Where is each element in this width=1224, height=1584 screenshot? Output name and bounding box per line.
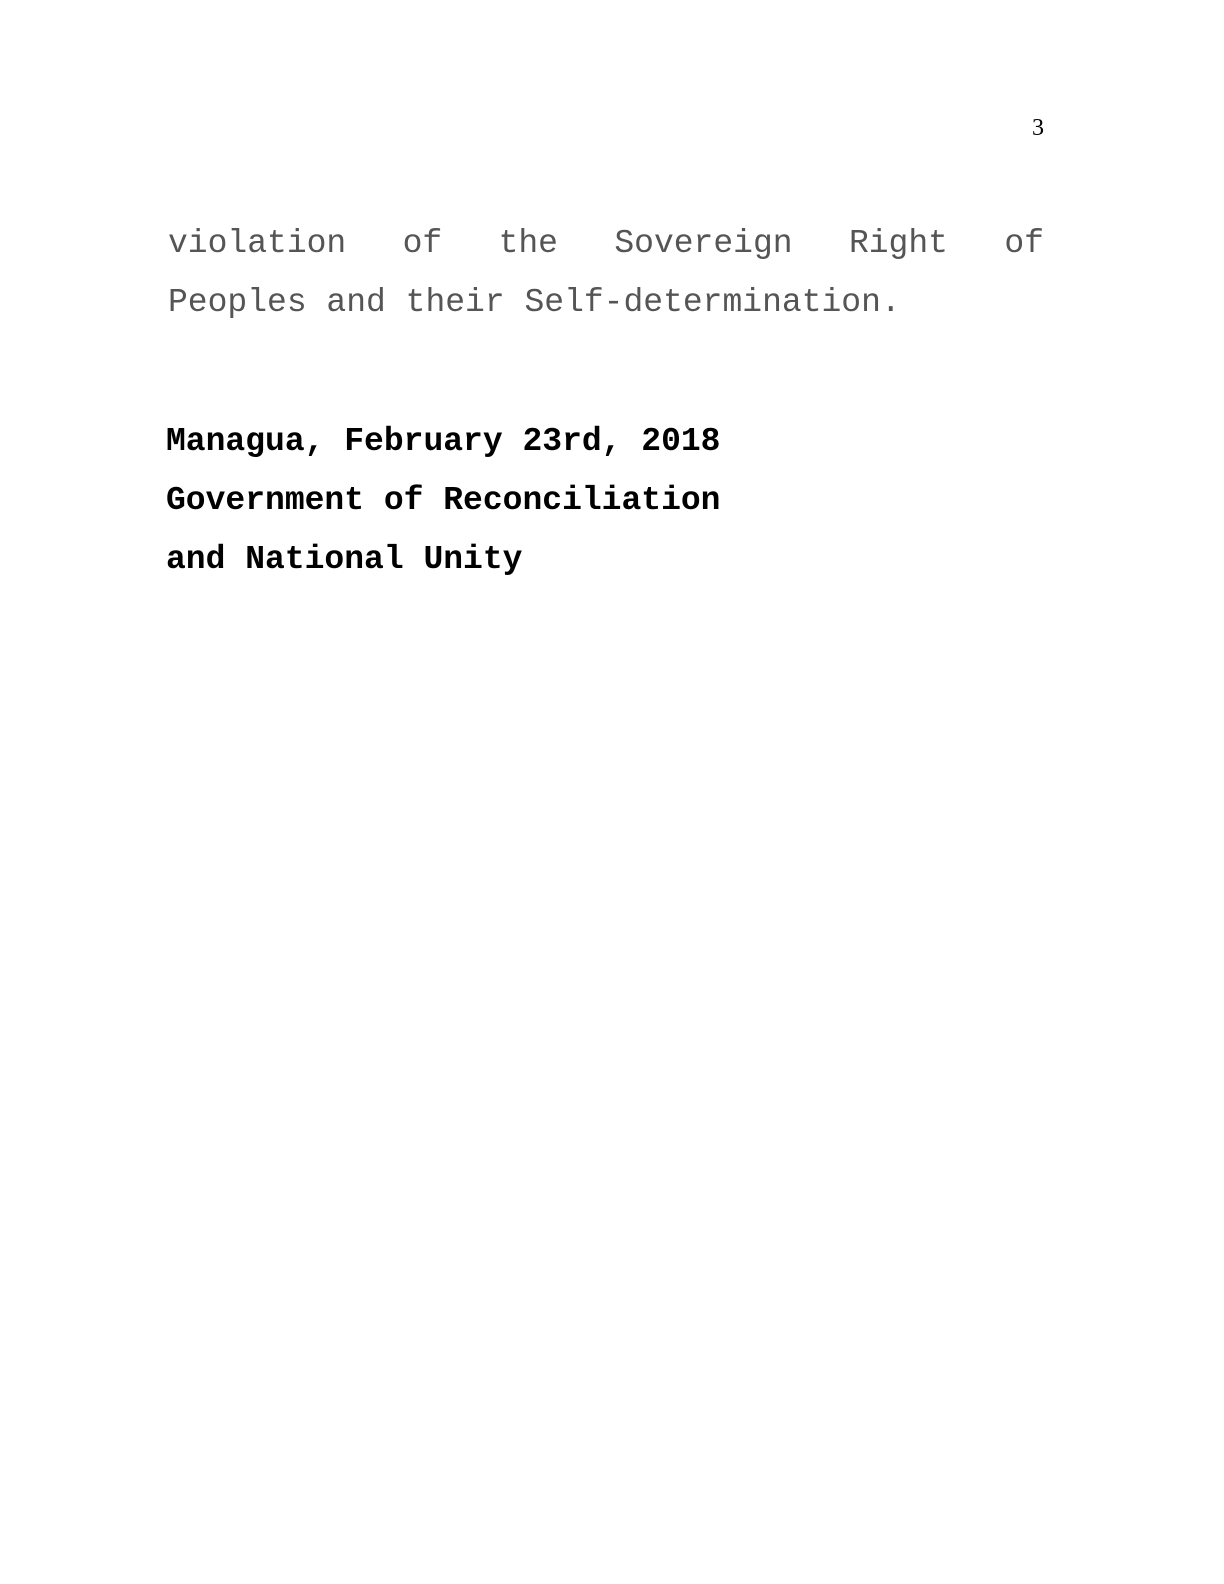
word: violation xyxy=(168,225,347,262)
government-name-line-2: and National Unity xyxy=(166,541,523,578)
signature-block xyxy=(166,412,721,589)
page-number: 3 xyxy=(1032,115,1044,141)
paragraph-line-2: Peoples and their Self-determination. xyxy=(168,284,901,321)
government-name-line-1: Government of Reconciliation xyxy=(166,482,721,519)
place-date: Managua, February 23rd, 2018 xyxy=(166,423,721,460)
paragraph-line-1 xyxy=(168,214,1044,273)
word: of xyxy=(402,225,443,262)
word: of xyxy=(1004,225,1044,262)
body-paragraph xyxy=(168,214,1044,332)
word: the xyxy=(498,225,558,262)
word: Right xyxy=(848,225,948,262)
word: Sovereign xyxy=(614,225,793,262)
